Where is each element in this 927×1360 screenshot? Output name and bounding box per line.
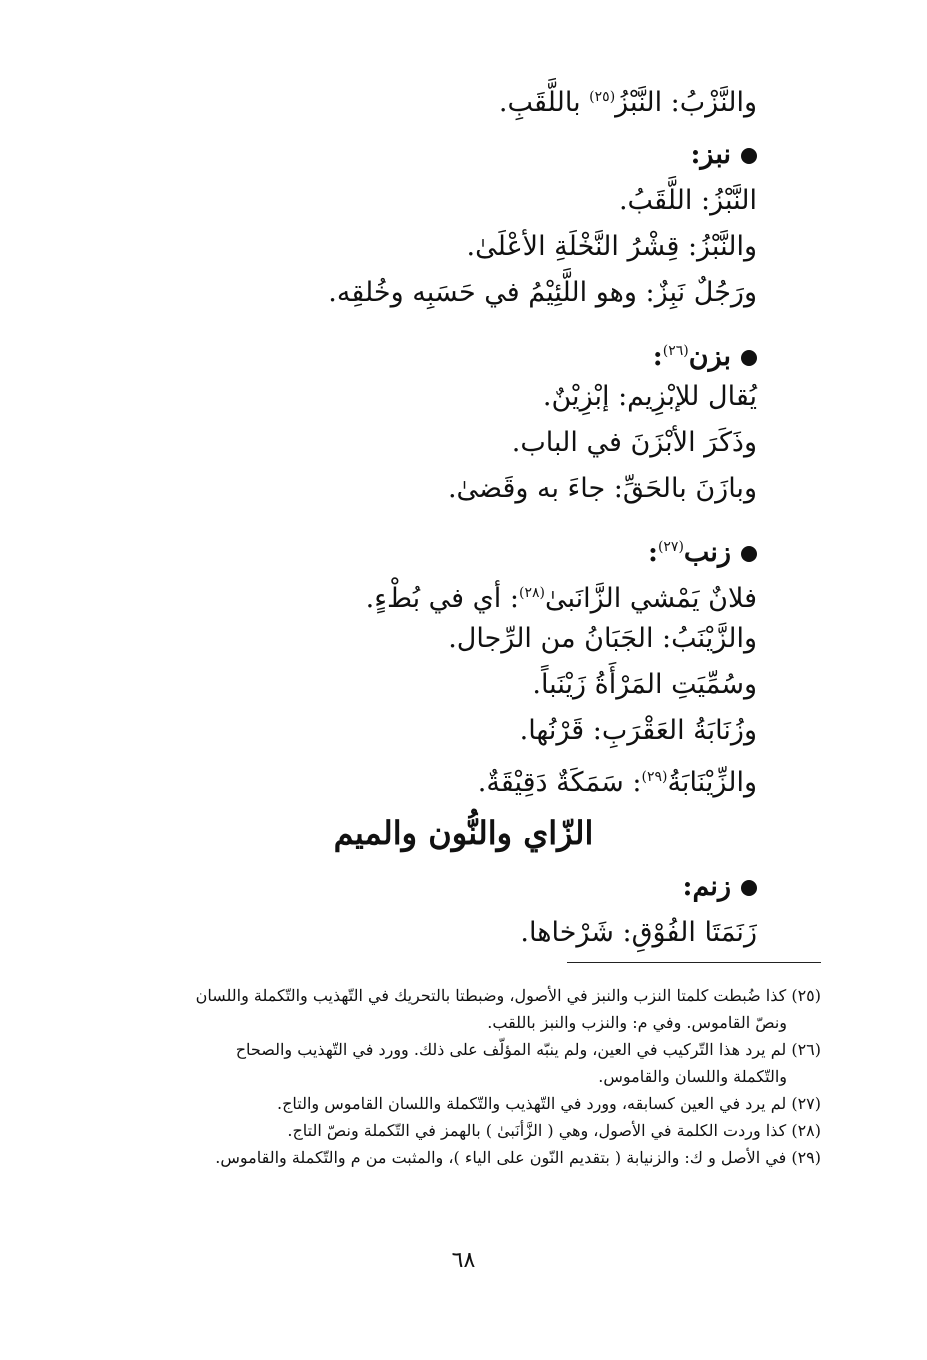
bullet-icon bbox=[741, 880, 757, 896]
entry-heading-text: نبز: bbox=[690, 139, 731, 170]
bullet-icon bbox=[741, 148, 757, 164]
entry-heading bbox=[117, 132, 757, 178]
entry-line: وزُنَابَةُ العَقْرَبِ: قَرْنُها. bbox=[519, 715, 757, 746]
footnote-number: (٢٧) bbox=[791, 1094, 821, 1113]
entry-line bbox=[117, 570, 757, 616]
footnote-text: كذا وردت الكلمة في الأصول، وهي ( الزَّأنَبىٰ ) بالهمز في التّكملة ونصّ التاج. bbox=[287, 1121, 787, 1140]
entry-line: ورَجُلٌ نَبِزٌ: وهو اللَّئِيْمُ في حَسَبِه وخُلقِه. bbox=[328, 277, 757, 308]
footnote bbox=[101, 1117, 821, 1144]
entry-line: زَنَمَتَا الفُوْقِ: شَرْخاها. bbox=[520, 917, 757, 948]
bullet-icon bbox=[741, 546, 757, 562]
footnote-continuation: والتّكملة واللسان والقاموس. bbox=[598, 1067, 787, 1086]
footnote-ref: (٢٩) bbox=[641, 769, 668, 785]
footnote-number: (٢٩) bbox=[791, 1148, 821, 1167]
entry-line bbox=[117, 754, 757, 800]
footnote-text: كذا ضُبطت كلمتا النزب والنبز في الأصول، وضبطتا بالتحريك في التّهذيب والتّكملة واللسان bbox=[195, 986, 787, 1005]
intro-end: باللَّقَبِ. bbox=[498, 87, 590, 118]
entry-line-text: فلانٌ يَمْشي الزَّانَبىٰ bbox=[544, 583, 757, 614]
footnote-ref: (٢٨) bbox=[518, 585, 545, 601]
footnote bbox=[101, 982, 821, 1009]
footnote-text: لم يرد هذا التّركيب في العين، ولم ينبّه المؤلّف على ذلك. وورد في التّهذيب والصحاح bbox=[235, 1040, 787, 1059]
section-title: الزّاي والنُّون والميم bbox=[333, 814, 594, 852]
entry-line: يُقال للإبْزِيم: إبْزِيْنٌ. bbox=[542, 381, 757, 412]
footnote-ref: (٢٦) bbox=[662, 343, 689, 359]
entry-line-tail: : سَمَكَةٌ دَقِيْقَةٌ. bbox=[477, 767, 642, 798]
intro-line bbox=[117, 74, 757, 120]
footnote bbox=[101, 1144, 821, 1171]
footnote-number: (٢٨) bbox=[791, 1121, 821, 1140]
entry-line: والزَّيْنَبُ: الجَبَانُ من الرِّجال. bbox=[448, 623, 757, 654]
entry-heading bbox=[117, 524, 757, 570]
entry-line: وسُمِّيَتِ المَرْأَةُ زَيْنَباً. bbox=[532, 669, 757, 700]
footnote-number: (٢٦) bbox=[791, 1040, 821, 1059]
entry-heading-colon: : bbox=[652, 341, 663, 372]
intro-text: والنَّزْبُ: النَّبْزُ bbox=[615, 87, 757, 118]
entry-heading bbox=[117, 864, 757, 910]
footnote-text: لم يرد في العين كسابقه، وورد في التّهذيب والتّكملة واللسان القاموس والتاج. bbox=[276, 1094, 787, 1113]
main-text bbox=[117, 74, 757, 800]
main-text-2 bbox=[117, 864, 757, 956]
footnote-continuation: ونصّ القاموس. وفي م: والنزب والنبز باللقب. bbox=[487, 1013, 787, 1032]
entry-line: وذَكَرَ الأبْزَنَ في الباب. bbox=[511, 427, 757, 458]
entry-line-text: والزِّيْنَابَةُ bbox=[667, 767, 757, 798]
entry-line: وبازَنَ بالحَقِّ: جاءَ به وقَضىٰ. bbox=[447, 473, 757, 504]
entry-line: والنَّبْزُ: قِشْرُ النَّخْلَةِ الأعْلَىٰ. bbox=[466, 231, 757, 262]
entry-heading-text: زنب bbox=[683, 537, 731, 568]
entry-heading-text: زنم: bbox=[682, 871, 731, 902]
entry-heading bbox=[117, 328, 757, 374]
footnote bbox=[101, 1036, 821, 1063]
footnotes bbox=[101, 982, 821, 1171]
page-number: ٦٨ bbox=[451, 1248, 476, 1273]
footnote-ref: (٢٥) bbox=[589, 89, 616, 105]
footnote-ref: (٢٧) bbox=[657, 539, 684, 555]
entry-line-tail: : أي في بُطْءٍ. bbox=[365, 583, 519, 614]
entry-line: النَّبْزُ: اللَّقَبُ. bbox=[618, 185, 757, 216]
bullet-icon bbox=[741, 350, 757, 366]
entry-heading-colon: : bbox=[647, 537, 658, 568]
footnote-text: في الأصل و ك: والزنيابة ( بتقديم النّون على الياء )، والمثبت من م والتّكملة والقاموس. bbox=[215, 1148, 787, 1167]
entry-heading-text: بزن bbox=[688, 341, 731, 372]
footnote-number: (٢٥) bbox=[791, 986, 821, 1005]
footnote bbox=[101, 1090, 821, 1117]
footnote-divider bbox=[567, 962, 821, 963]
